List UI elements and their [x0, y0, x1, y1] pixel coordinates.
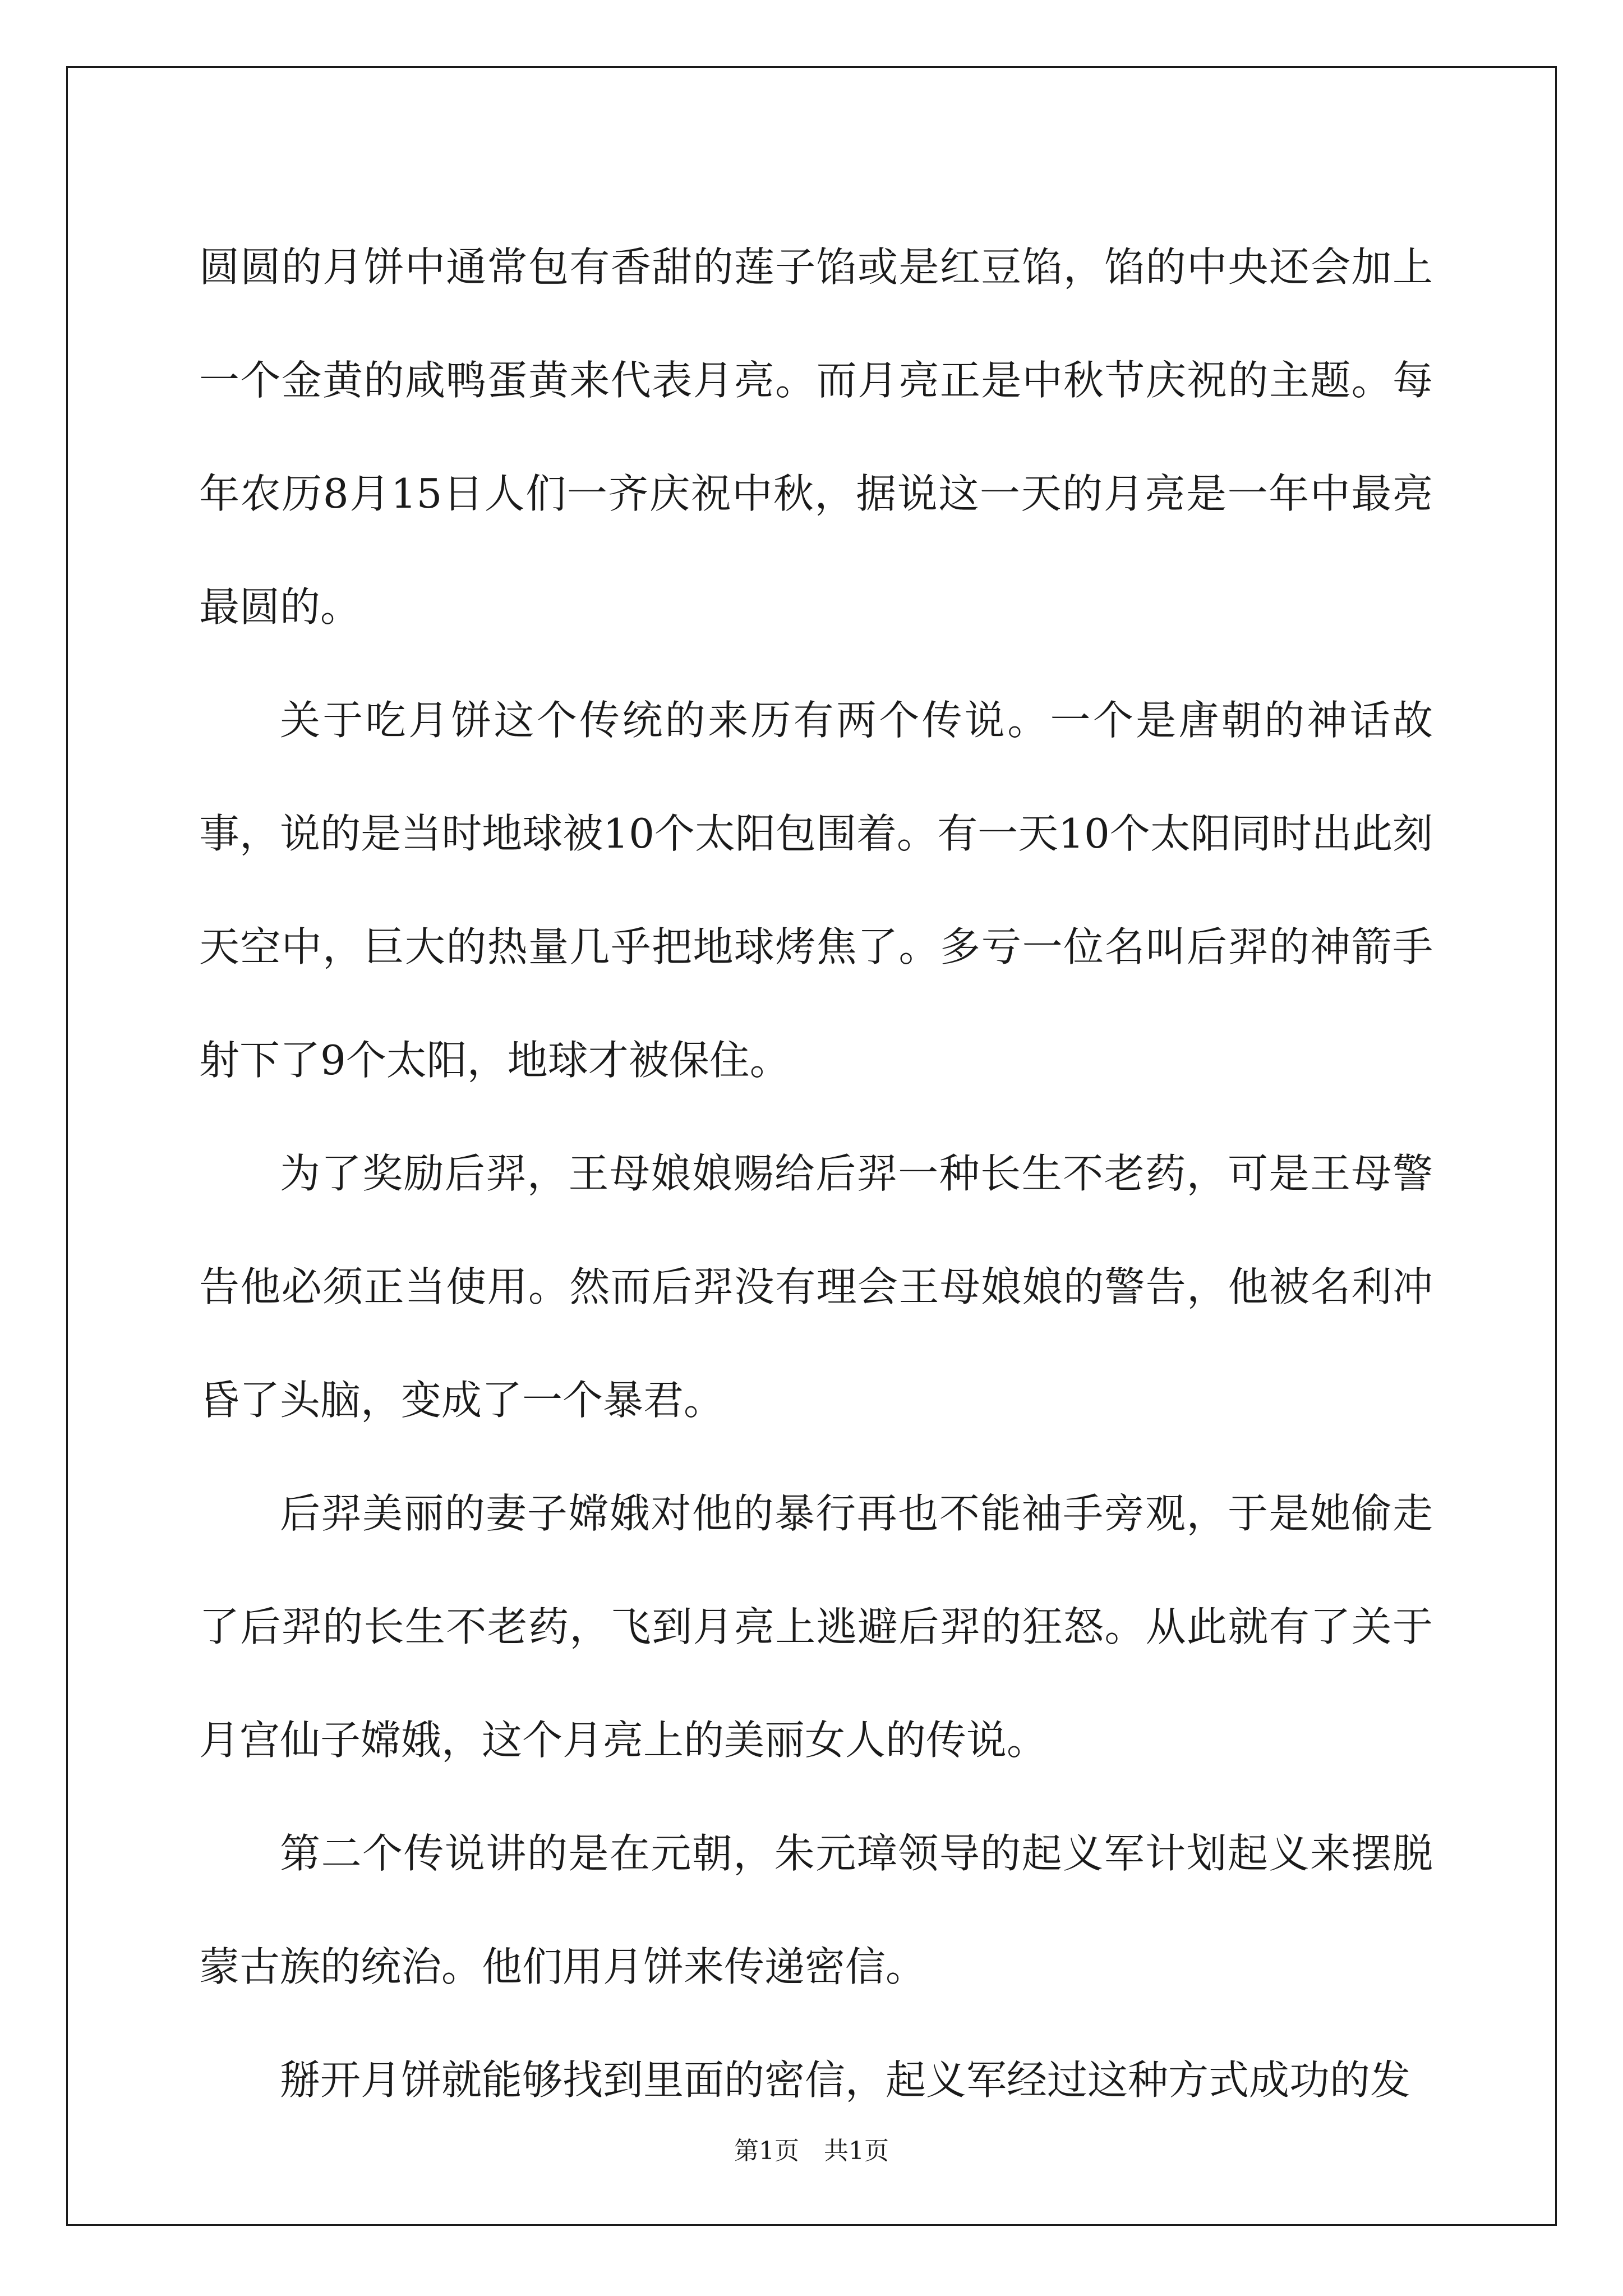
paragraph-4: 后羿美丽的妻子嫦娥对他的暴行再也不能袖手旁观，于是她偷走了后羿的长生不老药，飞到月亮上逃避后羿的狂怒。从此就有了关于月宫仙子嫦娥，这个月亮上的美丽女人的传说。 [199, 1490, 1433, 1764]
paragraph-3: 为了奖励后羿，王母娘娘赐给后羿一种长生不老药，可是王母警告他必须正当使用。然而后羿没有理会王母娘娘的警告，他被名利冲昏了头脑，变成了一个暴君。 [199, 1150, 1433, 1424]
paragraph-5: 第二个传说讲的是在元朝，朱元璋领导的起义军计划起义来摆脱蒙古族的统治。他们用月饼来传递密信。 [199, 1830, 1433, 1990]
paragraph-1: 圆圆的月饼中通常包有香甜的莲子馅或是红豆馅，馅的中央还会加上一个金黄的咸鸭蛋黄来代表月亮。而月亮正是中秋节庆祝的主题。每年农历8月15日人们一齐庆祝中秋，据说这一天的月亮是一年中最亮最圆的。 [199, 243, 1433, 631]
document-body [199, 210, 1433, 2137]
page-number-footer: 第1页 共1页 [734, 2137, 889, 2165]
paragraph-2: 关于吃月饼这个传统的来历有两个传说。一个是唐朝的神话故事，说的是当时地球被10个太阳包围着。有一天10个太阳同时出此刻天空中，巨大的热量几乎把地球烤焦了。多亏一位名叫后羿的神箭手射下了9个太阳，地球才被保住。 [199, 697, 1433, 1084]
paragraph-6: 掰开月饼就能够找到里面的密信，起义军经过这种方式成功的发 [280, 2056, 1411, 2104]
